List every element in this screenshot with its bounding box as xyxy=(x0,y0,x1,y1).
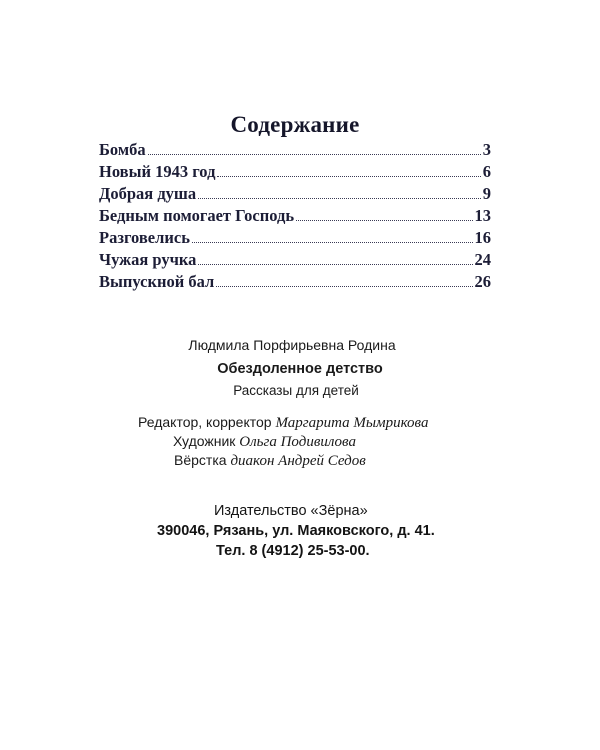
credit-role: Редактор, корректор xyxy=(138,414,272,430)
publisher-phone: Тел. 8 (4912) 25-53-00. xyxy=(216,543,370,559)
toc-leader-dots xyxy=(217,175,480,177)
toc-item-page: 13 xyxy=(474,206,491,225)
toc-title: Содержание xyxy=(230,112,360,137)
toc-item-page: 16 xyxy=(474,228,491,247)
toc-item-label: Выпускной бал xyxy=(99,272,215,291)
credit-illustrator xyxy=(173,433,356,451)
credit-layout xyxy=(174,452,366,470)
toc-leader-dots xyxy=(192,241,473,243)
credit-role: Вёрстка xyxy=(174,452,227,468)
toc-item[interactable] xyxy=(99,272,491,294)
author-name: Людмила Порфирьевна Родина xyxy=(188,337,396,353)
toc-leader-dots xyxy=(216,285,472,287)
book-subtitle: Рассказы для детей xyxy=(233,383,359,398)
toc-leader-dots xyxy=(148,153,481,155)
toc-item[interactable] xyxy=(99,250,491,272)
toc-leader-dots xyxy=(198,263,472,265)
publisher-name: Издательство «Зёрна» xyxy=(214,503,368,519)
toc-leader-dots xyxy=(198,197,481,199)
toc-item-page: 24 xyxy=(474,250,491,269)
credit-person: диакон Андрей Седов xyxy=(230,453,366,469)
toc-item-page: 26 xyxy=(474,272,491,291)
toc-leader-dots xyxy=(296,219,472,221)
toc-item-label: Бедным помогает Господь xyxy=(99,206,295,225)
toc-item[interactable] xyxy=(99,184,491,206)
toc-item-page: 6 xyxy=(482,162,491,181)
toc-item-label: Бомба xyxy=(99,140,146,159)
credit-editor xyxy=(138,414,428,432)
toc-item[interactable] xyxy=(99,140,491,162)
publisher-address: 390046, Рязань, ул. Маяковского, д. 41. xyxy=(157,523,435,539)
toc-item-label: Разговелись xyxy=(99,228,190,247)
table-of-contents xyxy=(99,140,491,294)
toc-item-label: Добрая душа xyxy=(99,184,197,203)
book-title: Обездоленное детство xyxy=(217,361,383,377)
toc-item-page: 9 xyxy=(482,184,491,203)
toc-item[interactable] xyxy=(99,228,491,250)
toc-item-page: 3 xyxy=(482,140,491,159)
credit-person: Ольга Подивилова xyxy=(239,434,356,450)
credit-role: Художник xyxy=(173,433,236,449)
toc-item-label: Чужая ручка xyxy=(99,250,197,269)
toc-item-label: Новый 1943 год xyxy=(99,162,216,181)
toc-item[interactable] xyxy=(99,162,491,184)
toc-item[interactable] xyxy=(99,206,491,228)
credit-person: Маргарита Мымрикова xyxy=(275,415,429,431)
